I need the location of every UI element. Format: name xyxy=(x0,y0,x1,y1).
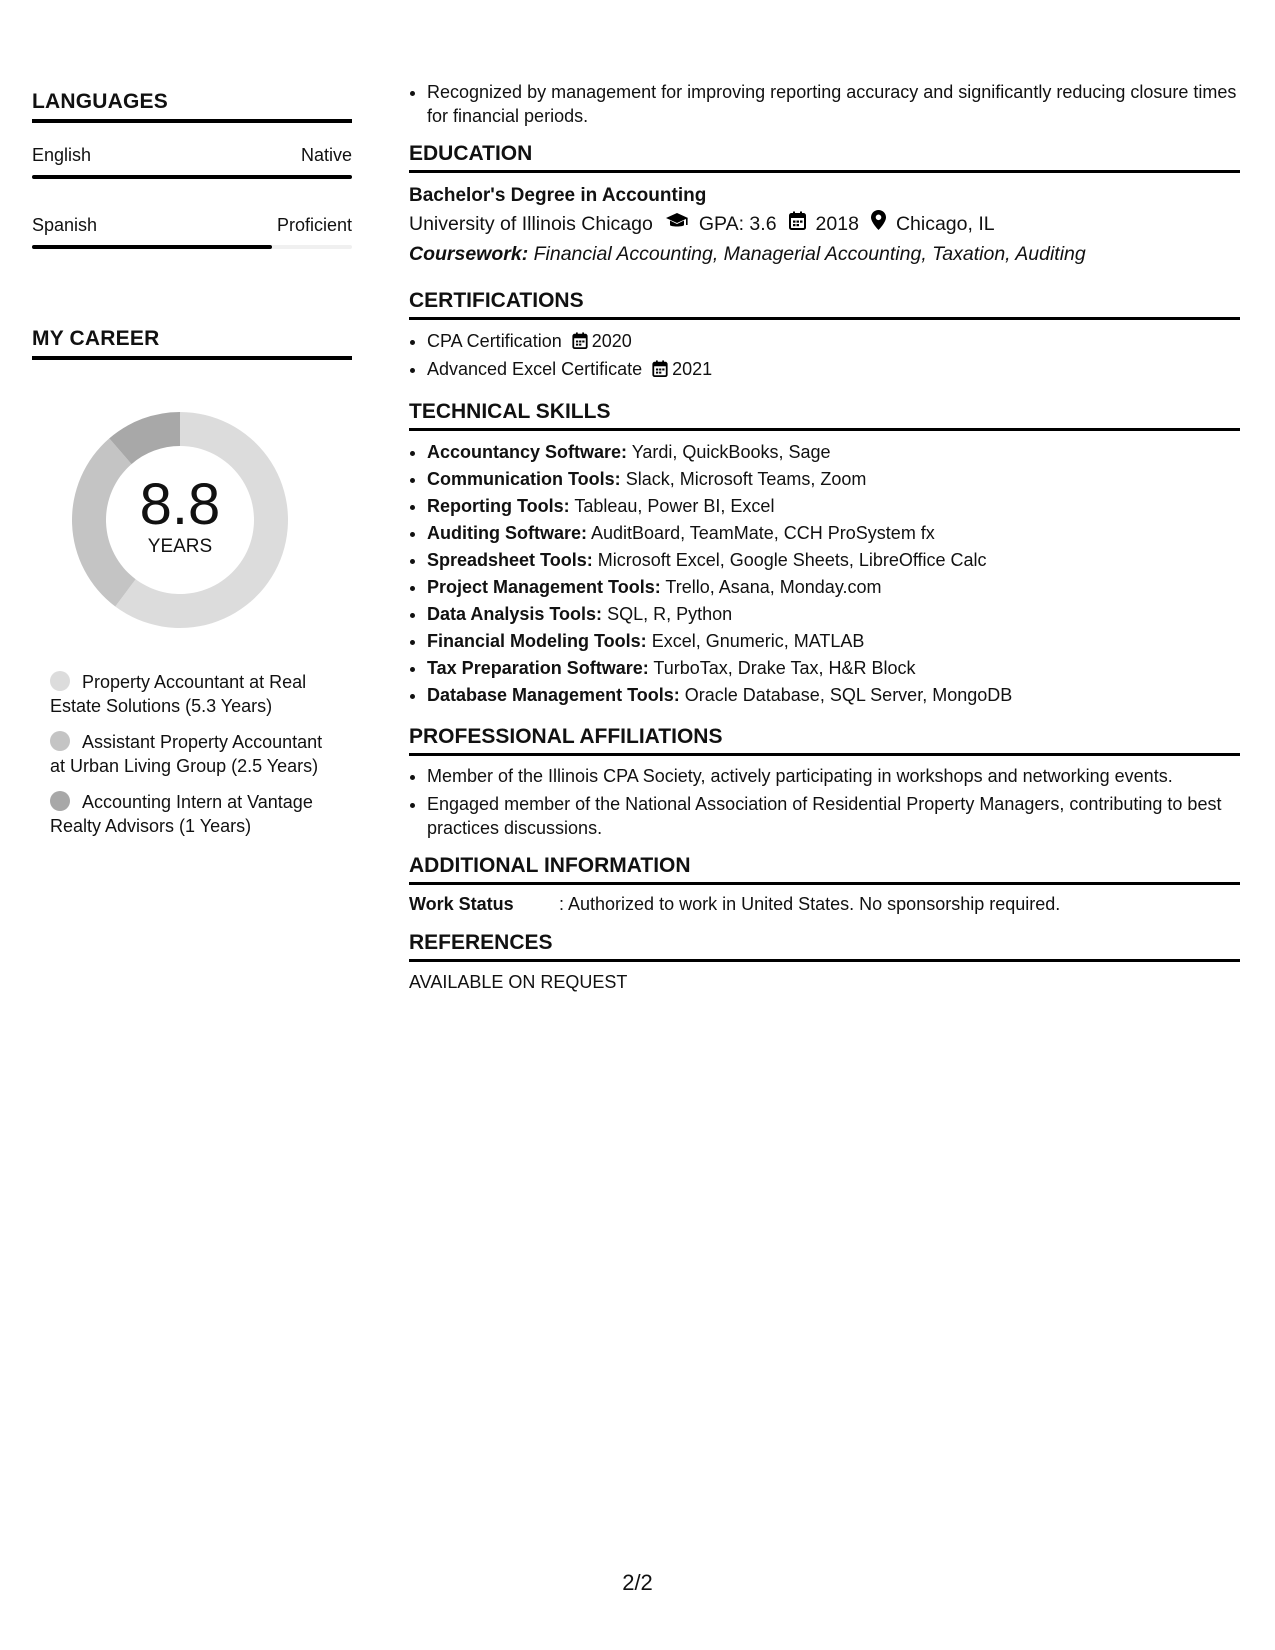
skill-value: Trello, Asana, Monday.com xyxy=(665,577,882,597)
skill-label: Reporting Tools: xyxy=(427,496,570,516)
certification-name: CPA Certification xyxy=(427,331,562,351)
career-legend xyxy=(32,670,335,838)
career-title: MY CAREER xyxy=(32,327,352,360)
skill-label: Tax Preparation Software: xyxy=(427,658,649,678)
skill-label: Financial Modeling Tools: xyxy=(427,631,647,651)
skills-list xyxy=(409,439,1240,709)
references-title: REFERENCES xyxy=(409,931,1240,962)
career-years-unit: YEARS xyxy=(147,536,213,557)
graduation-cap-icon xyxy=(665,209,689,239)
education-coursework xyxy=(409,239,1240,269)
language-level: Proficient xyxy=(276,215,352,235)
left-column xyxy=(32,90,352,850)
legend-label: Property Accountant at Real Estate Solutions (5.3 Years) xyxy=(50,672,307,716)
skill-item xyxy=(427,547,1240,574)
certification-year: 2020 xyxy=(591,331,632,351)
language-item xyxy=(32,143,352,179)
certification-year: 2021 xyxy=(672,359,713,379)
skill-item xyxy=(427,601,1240,628)
legend-dot xyxy=(50,731,70,751)
career-legend-item xyxy=(50,790,335,838)
skill-value: Yardi, QuickBooks, Sage xyxy=(631,442,831,462)
skill-item xyxy=(427,628,1240,655)
language-name: Spanish xyxy=(32,215,98,235)
languages-title: LANGUAGES xyxy=(32,90,352,123)
language-level: Native xyxy=(300,145,352,165)
skill-item xyxy=(427,493,1240,520)
education-degree: Bachelor's Degree in Accounting xyxy=(409,185,707,206)
education-location: Chicago, IL xyxy=(895,213,995,235)
language-name: English xyxy=(32,145,92,165)
skill-item xyxy=(427,574,1240,601)
legend-dot xyxy=(50,791,70,811)
work-status-value: : Authorized to work in United States. No sponsorship required. xyxy=(559,894,1061,914)
experience-bullets xyxy=(409,80,1240,128)
skill-label: Data Analysis Tools: xyxy=(427,604,603,624)
work-status-row xyxy=(409,894,1240,915)
affiliation-item: • Member of the Illinois CPA Society, actively participating in workshops and networking events. xyxy=(427,764,1240,788)
skill-item xyxy=(427,520,1240,547)
calendar-icon xyxy=(789,209,806,239)
education-gpa: GPA: 3.6 xyxy=(698,213,777,235)
references-text: AVAILABLE ON REQUEST xyxy=(409,972,628,992)
career-legend-item xyxy=(50,730,335,778)
skill-label: Auditing Software: xyxy=(427,523,587,543)
education-year: 2018 xyxy=(815,213,859,235)
calendar-icon xyxy=(572,330,588,356)
affiliation-item: • Engaged member of the National Association of Residential Property Managers, contributing to best practices discussions. xyxy=(427,792,1240,840)
skills-title: TECHNICAL SKILLS xyxy=(409,400,1240,431)
education-title: EDUCATION xyxy=(409,142,1240,173)
language-item xyxy=(32,213,352,249)
skill-label: Communication Tools: xyxy=(427,469,621,489)
skill-value: Slack, Microsoft Teams, Zoom xyxy=(625,469,867,489)
skill-value: Tableau, Power BI, Excel xyxy=(574,496,775,516)
certifications-list xyxy=(409,328,1240,384)
skill-value: TurboTax, Drake Tax, H&R Block xyxy=(653,658,916,678)
language-proficiency-bar xyxy=(32,175,352,179)
skill-label: Project Management Tools: xyxy=(427,577,661,597)
calendar-icon xyxy=(652,358,668,384)
legend-dot xyxy=(50,671,70,691)
certification-item xyxy=(427,328,1240,356)
skill-label: Accountancy Software: xyxy=(427,442,628,462)
legend-label: Assistant Property Accountant at Urban Living Group (2.5 Years) xyxy=(50,732,323,776)
language-proficiency-bar xyxy=(32,245,352,249)
certification-item xyxy=(427,356,1240,384)
skill-value: Microsoft Excel, Google Sheets, LibreOffice Calc xyxy=(597,550,987,570)
legend-label: Accounting Intern at Vantage Realty Advisors (1 Years) xyxy=(50,792,313,836)
education-school: University of Illinois Chicago xyxy=(409,213,653,235)
career-legend-item xyxy=(50,670,335,718)
skill-value: Excel, Gnumeric, MATLAB xyxy=(651,631,865,651)
work-status-label: Work Status xyxy=(409,894,514,914)
coursework-list: Financial Accounting, Managerial Accounting, Taxation, Auditing xyxy=(533,243,1086,265)
map-pin-icon xyxy=(871,209,886,239)
coursework-label: Coursework: xyxy=(409,243,529,265)
skill-item xyxy=(427,466,1240,493)
skill-item xyxy=(427,655,1240,682)
skill-label: Spreadsheet Tools: xyxy=(427,550,593,570)
language-proficiency-fill xyxy=(32,245,272,249)
page-number: 2/2 xyxy=(622,1570,653,1595)
affiliations-list xyxy=(409,764,1240,840)
certification-name: Advanced Excel Certificate xyxy=(427,359,643,379)
career-donut-chart xyxy=(64,404,296,636)
skill-value: Oracle Database, SQL Server, MongoDB xyxy=(684,685,1013,705)
experience-bullet: • Recognized by management for improving reporting accuracy and significantly reducing closure times for financial periods. xyxy=(427,80,1240,128)
skill-label: Database Management Tools: xyxy=(427,685,680,705)
affiliations-title: PROFESSIONAL AFFILIATIONS xyxy=(409,725,1240,756)
career-total-years: 8.8 xyxy=(139,472,221,537)
education-meta xyxy=(409,209,1240,239)
skill-item xyxy=(427,682,1240,709)
additional-info-title: ADDITIONAL INFORMATION xyxy=(409,854,1240,885)
language-proficiency-fill xyxy=(32,175,352,179)
skill-value: SQL, R, Python xyxy=(607,604,733,624)
right-column xyxy=(409,80,1240,993)
skill-item xyxy=(427,439,1240,466)
certifications-title: CERTIFICATIONS xyxy=(409,289,1240,320)
skill-value: AuditBoard, TeamMate, CCH ProSystem fx xyxy=(591,523,935,543)
